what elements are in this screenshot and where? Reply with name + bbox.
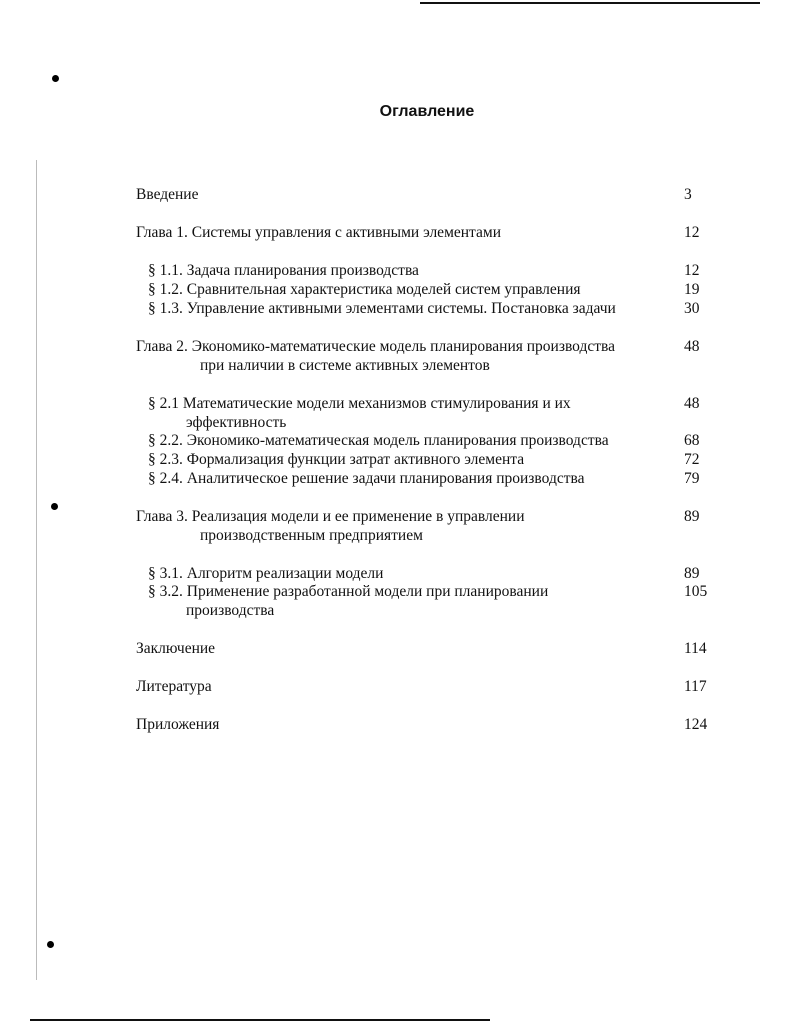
toc-entry-section-2-3: § 2.3. Формализация функции затрат активного элемента bbox=[148, 451, 525, 468]
toc-entry-appendix: Приложения bbox=[136, 716, 220, 733]
toc-page-section-1-2: 19 bbox=[684, 281, 700, 298]
toc-page-section-2-4: 79 bbox=[684, 470, 700, 487]
toc-page-section-2-3: 72 bbox=[684, 451, 700, 468]
toc-page-section-1-1: 12 bbox=[684, 262, 700, 279]
toc-entry-section-2-1: § 2.1 Математические модели механизмов стимулирования и их bbox=[148, 395, 571, 412]
scan-edge-line-left bbox=[36, 160, 37, 980]
toc-page-chapter-2: 48 bbox=[684, 338, 700, 355]
binder-hole-mark bbox=[47, 941, 54, 948]
page-title: Оглавление bbox=[379, 103, 475, 120]
toc-page-conclusion: 114 bbox=[684, 640, 707, 657]
toc-entry-section-2-1-cont: эффективность bbox=[186, 414, 287, 431]
toc-page-appendix: 124 bbox=[684, 716, 708, 733]
toc-entry-chapter-1: Глава 1. Системы управления с активными элементами bbox=[136, 224, 501, 241]
toc-entry-section-1-3: § 1.3. Управление активными элементами системы. Постановка задачи bbox=[148, 300, 616, 317]
binder-hole-mark bbox=[52, 75, 59, 82]
toc-page-literature: 117 bbox=[684, 678, 707, 695]
toc-page-intro: 3 bbox=[684, 186, 692, 203]
toc-entry-section-3-2: § 3.2. Применение разработанной модели при планировании bbox=[148, 583, 549, 600]
toc-page-section-1-3: 30 bbox=[684, 300, 700, 317]
toc-entry-section-2-2: § 2.2. Экономико-математическая модель планирования производства bbox=[148, 432, 609, 449]
toc-entry-section-3-1: § 3.1. Алгоритм реализации модели bbox=[148, 565, 384, 582]
toc-entry-section-1-1: § 1.1. Задача планирования производства bbox=[148, 262, 419, 279]
scan-edge-line-bottom bbox=[30, 1019, 490, 1021]
toc-entry-section-2-4: § 2.4. Аналитическое решение задачи планирования производства bbox=[148, 470, 585, 487]
toc-entry-literature: Литература bbox=[136, 678, 212, 695]
toc-page-section-3-2: 105 bbox=[684, 583, 708, 600]
toc-page-chapter-3: 89 bbox=[684, 508, 700, 525]
toc-entry-chapter-2-cont: при наличии в системе активных элементов bbox=[200, 357, 490, 374]
toc-entry-intro: Введение bbox=[136, 186, 199, 203]
toc-entry-chapter-3: Глава 3. Реализация модели и ее применение в управлении bbox=[136, 508, 525, 525]
toc-entry-conclusion: Заключение bbox=[136, 640, 216, 657]
toc-page-section-3-1: 89 bbox=[684, 565, 700, 582]
toc-entry-chapter-2: Глава 2. Экономико-математические модель планирования производства bbox=[136, 338, 616, 355]
toc-entry-chapter-3-cont: производственным предприятием bbox=[200, 527, 423, 544]
scan-edge-line-top bbox=[420, 2, 760, 4]
toc-page-section-2-1: 48 bbox=[684, 395, 700, 412]
toc-entry-section-1-2: § 1.2. Сравнительная характеристика моделей систем управления bbox=[148, 281, 581, 298]
binder-hole-mark bbox=[51, 503, 58, 510]
toc-page-section-2-2: 68 bbox=[684, 432, 700, 449]
toc-page-chapter-1: 12 bbox=[684, 224, 700, 241]
toc-entry-section-3-2-cont: производства bbox=[186, 602, 275, 619]
